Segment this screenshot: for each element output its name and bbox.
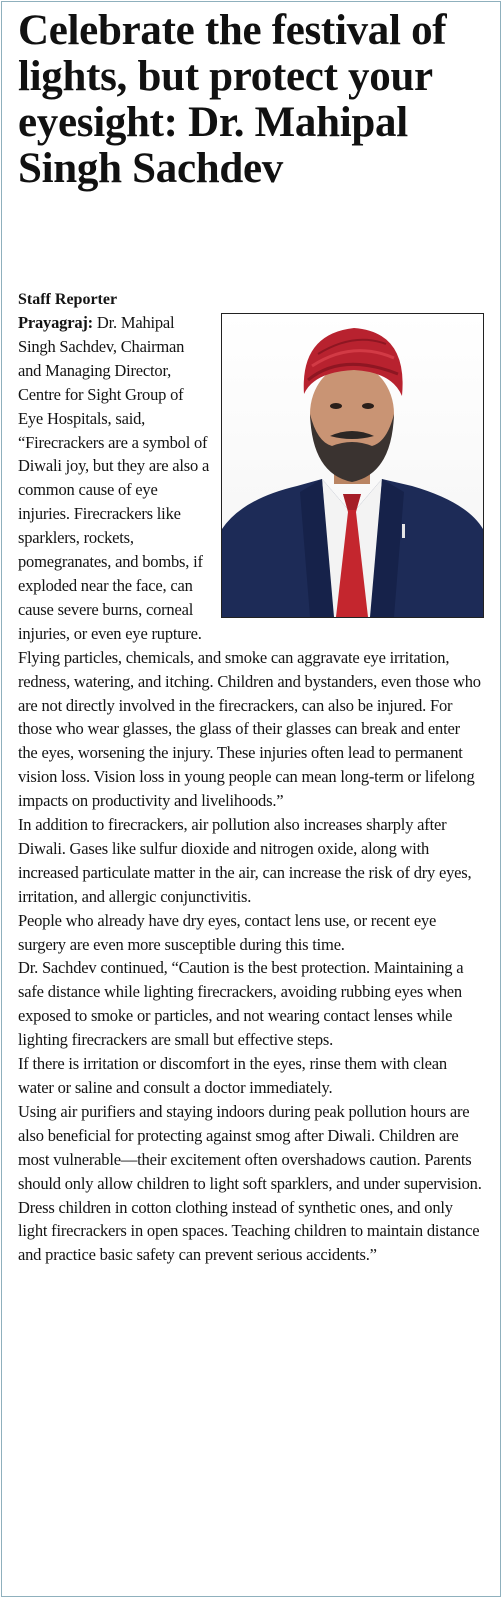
dateline: Prayagraj:: [18, 313, 93, 332]
article-body: [18, 311, 482, 1267]
paragraph-1: [18, 311, 482, 813]
paragraph-5: If there is irritation or discomfort in the eyes, rinse them with clean water or saline and consult a doctor immediately.: [18, 1054, 447, 1097]
portrait-illustration: [222, 314, 483, 617]
paragraph-6: Using air purifiers and staying indoors during peak pollution hours are also beneficial for protecting against smog after Diwali. Children are most vulnerable—their excitement often overshadows caution. Parents should only allow children to light soft sparklers, and under supervision.: [18, 1101, 482, 1193]
paragraph-4: Dr. Sachdev continued, “Caution is the best protection. Maintaining a safe distance while lighting firecrackers, avoiding rubbing eyes when exposed to smoke or particles, and not wearing contact lenses while lighting firecrackers are small but effective steps.: [18, 958, 464, 1050]
paragraph-1-text: Dr. Mahipal Singh Sachdev, Chairman and Managing Director, Centre for Sight Group of Eye Hospitals, said, “Firecrackers are a symbol of Diwali joy, but they are also a common cause of eye injuries. Firecrackers like sparklers, rockets, pomegranates, and bombs, if exploded near the face, can cause severe burns, corneal injuries, or even eye rupture. Flying particles, chemicals, and smoke can aggravate eye irritation, redness, watering, and itching. Children and bystanders, even those who are not directly involved in the firecrackers, can also be injured. For those who wear glasses, the glass of their glasses can break and enter the eyes, worsening the injury. These injuries often lead to permanent vision loss. Vision loss in young people can mean long-term or lifelong impacts on productivity and livelihoods.”: [18, 313, 481, 811]
paragraph-3: People who already have dry eyes, contact lens use, or recent eye surgery are even more susceptible during this time.: [18, 910, 437, 954]
paragraph-2: In addition to firecrackers, air pollution also increases sharply after Diwali. Gases like sulfur dioxide and nitrogen oxide, along with increased particulate matter in the air, can increase the risk of dry eyes, irritation, and allergic conjunctivitis.: [18, 815, 472, 906]
headline: Celebrate the festival of lights, but protect your eyesight: Dr. Mahipal Singh Sachdev: [18, 7, 447, 192]
byline: Staff Reporter: [18, 291, 118, 308]
portrait-photo: [221, 313, 484, 618]
paragraph-7: Dress children in cotton clothing instead of synthetic ones, and only light firecrackers in open spaces. Teaching children to maintain distance and practice basic safety can prevent serious accidents.”: [18, 1197, 480, 1265]
